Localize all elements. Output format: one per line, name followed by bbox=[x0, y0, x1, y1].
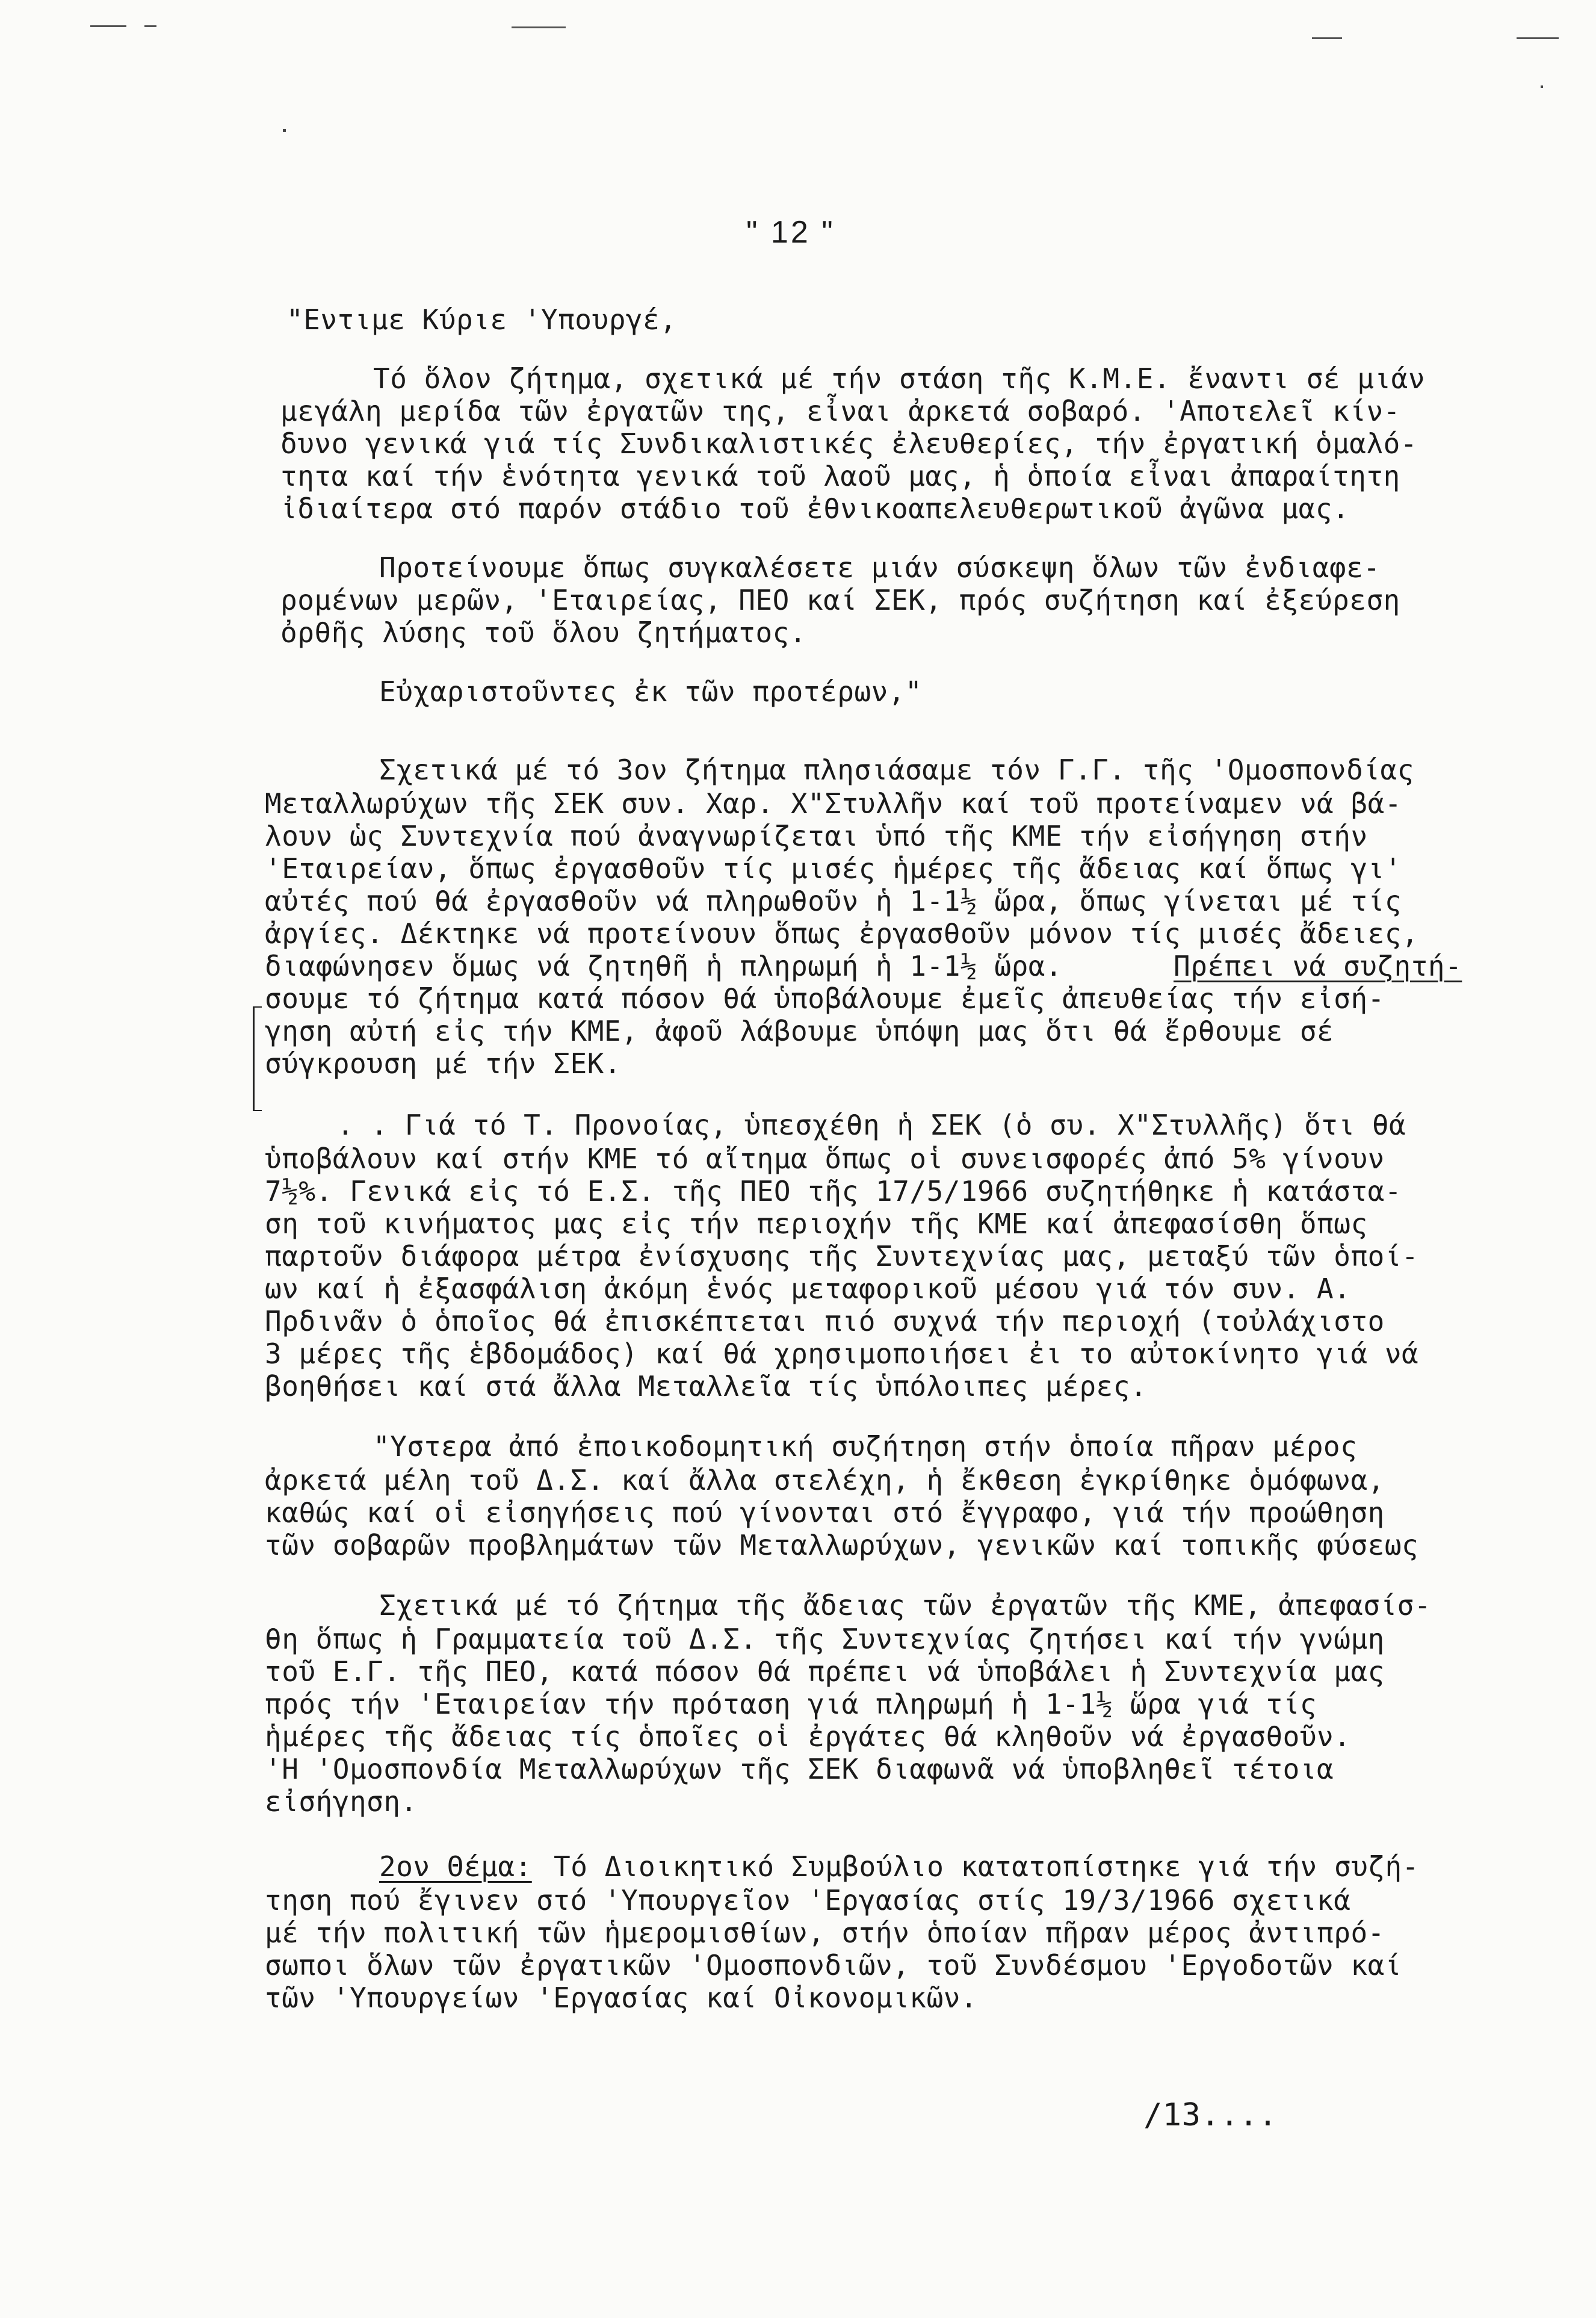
text-line: σουμε τό ζήτημα κατά πόσον θά ὑποβάλουμε ἐμεῖς ἀπευθείας τήν εἰσή- bbox=[265, 982, 1385, 1015]
margin-bracket bbox=[253, 1006, 262, 1111]
text-line: Μεταλλωρύχων τῆς ΣΕΚ συν. Χαρ. Χ"Στυλλῆν καί τοῦ προτείναμεν νά βά- bbox=[265, 787, 1402, 820]
text-line: 'Εταιρείαν, ὅπως ἐργασθοῦν τίς μισές ἡμέρες τῆς ἄδειας καί ὅπως γι' bbox=[265, 852, 1402, 885]
text-line: Σχετικά μέ τό ζήτημα τῆς ἄδειας τῶν ἐργατῶν τῆς ΚΜΕ, ἀπεφασίσ- bbox=[379, 1589, 1432, 1622]
text-line: λουν ὡς Συντεχνία πού ἀναγνωρίζεται ὑπό τῆς ΚΜΕ τήν εἰσήγηση στήν bbox=[265, 820, 1368, 852]
text-line: τοῦ Ε.Γ. τῆς ΠΕΟ, κατά πόσον θά πρέπει νά ὑποβάλει ἡ Συντεχνία μας bbox=[265, 1655, 1385, 1688]
text-line: ων καί ἡ ἐξασφάλιση ἀκόμη ἑνός μεταφορικοῦ μέσου γιά τόν συν. Α. bbox=[265, 1272, 1351, 1305]
text-line: 3 μέρες τῆς ἑβδομάδος) καί θά χρησιμοποιήσει ἐι το αὐτοκίνητο γιά νά bbox=[265, 1337, 1419, 1370]
text-line: δυνο γενικά γιά τίς Συνδικαλιστικές ἐλευθερίες, τήν ἐργατική ὁμαλό- bbox=[280, 427, 1418, 460]
text-line: τηση πού ἔγινεν στό 'Υπουργεῖον 'Εργασίας στίς 19/3/1966 σχετικά bbox=[265, 1884, 1351, 1917]
text-line: καθώς καί οἱ εἰσηγήσεις πού γίνονται στό ἔγγραφο, γιά τήν προώθηση bbox=[265, 1496, 1385, 1529]
text-line: σωποι ὅλων τῶν ἐργατικῶν 'Ομοσπονδιῶν, τοῦ Συνδέσμου 'Εργοδοτῶν καί bbox=[265, 1949, 1402, 1982]
text-line: ὀρθῆς λύσης τοῦ ὅλου ζητήματος. bbox=[280, 616, 807, 649]
scan-artifact bbox=[90, 25, 126, 27]
scan-artifact bbox=[1517, 37, 1559, 39]
scan-artifact bbox=[1312, 37, 1342, 39]
text-line: εἰσήγηση. bbox=[265, 1785, 418, 1818]
section-heading: 2ον Θέμα: bbox=[379, 1850, 532, 1883]
text-line: μεγάλη μερίδα τῶν ἐργατῶν της, εἶναι ἀρκετά σοβαρό. 'Αποτελεῖ κίν- bbox=[280, 395, 1400, 427]
text-line: ἰδιαίτερα στό παρόν στάδιο τοῦ ἐθνικοαπελευθερωτικοῦ ἀγῶνα μας. bbox=[280, 492, 1350, 525]
text-line: ὑποβάλουν καί στήν ΚΜΕ τό αἴτημα ὅπως οἱ συνεισφορές ἀπό 5% γίνουν bbox=[265, 1142, 1385, 1175]
text-line: θη ὅπως ἡ Γραμματεία τοῦ Δ.Σ. τῆς Συντεχνίας ζητήσει καί τήν γνώμη bbox=[265, 1623, 1385, 1655]
text-line: ση τοῦ κινήματος μας εἰς τήν περιοχήν τῆς ΚΜΕ καί ἀπεφασίσθη ὅπως bbox=[265, 1207, 1368, 1240]
text-line: παρτοῦν διάφορα μέτρα ἐνίσχυσης τῆς Συντεχνίας μας, μεταξύ τῶν ὁποί- bbox=[265, 1240, 1419, 1272]
text-line: Τό ὅλον ζήτημα, σχετικά μέ τήν στάση τῆς Κ.Μ.Ε. ἔναντι σέ μιάν bbox=[373, 362, 1426, 395]
text-line: Τό Διοικητικό Συμβούλιο κατατοπίστηκε γιά τήν συζή- bbox=[554, 1850, 1419, 1883]
text-line: διαφώνησεν ὅμως νά ζητηθῆ ἡ πληρωμή ἡ 1-1½ ὥρα. bbox=[265, 950, 1063, 982]
continuation-marker: /13.... bbox=[1143, 2097, 1278, 2133]
text-line: ἀργίες. Δέκτηκε νά προτείνουν ὅπως ἐργασθοῦν μόνον τίς μισές ἄδειες, bbox=[265, 917, 1419, 950]
closing-line: Εὐχαριστοῦντες ἐκ τῶν προτέρων," bbox=[379, 675, 923, 708]
text-line: βοηθήσει καί στά ἄλλα Μεταλλεῖα τίς ὑπόλοιπες μέρες. bbox=[265, 1370, 1148, 1402]
text-line: Πρδινᾶν ὁ ὁποῖος θά ἐπισκέπτεται πιό συχνά τήν περιοχή (τοὐλάχιστο bbox=[265, 1305, 1385, 1337]
text-line: τῶν σοβαρῶν προβλημάτων τῶν Μεταλλωρύχων, γενικῶν καί τοπικῆς φύσεως bbox=[265, 1529, 1419, 1561]
text-line: μέ τήν πολιτική τῶν ἡμερομισθίων, στήν ὁποίαν πῆραν μέρος ἀντιπρό- bbox=[265, 1917, 1385, 1949]
scan-artifact bbox=[144, 25, 156, 27]
scan-artifact bbox=[512, 26, 566, 28]
page-number: " 12 " bbox=[746, 215, 835, 250]
text-line: Σχετικά μέ τό 3ον ζήτημα πλησιάσαμε τόν Γ.Γ. τῆς 'Ομοσπονδίας bbox=[379, 754, 1414, 786]
text-line: 'Η 'Ομοσπονδία Μεταλλωρύχων τῆς ΣΕΚ διαφωνᾶ νά ὑποβληθεῖ τέτοια bbox=[265, 1753, 1334, 1785]
text-line: Προτείνουμε ὅπως συγκαλέσετε μιάν σύσκεψη ὅλων τῶν ἐνδιαφε- bbox=[379, 551, 1381, 584]
text-line: αὐτές πού θά ἐργασθοῦν νά πληρωθοῦν ἡ 1-1½ ὥρα, ὅπως γίνεται μέ τίς bbox=[265, 885, 1402, 917]
text-line: . . Γιά τό Τ. Προνοίας, ὑπεσχέθη ἡ ΣΕΚ (ὁ συ. Χ"Στυλλῆς) ὅτι θά bbox=[337, 1109, 1406, 1141]
text-line: ἡμέρες τῆς ἄδειας τίς ὁποῖες οἱ ἐργάτες θά κληθοῦν νά ἐργασθοῦν. bbox=[265, 1720, 1351, 1753]
scan-artifact bbox=[1541, 85, 1543, 88]
text-line: γηση αὐτή εἰς τήν ΚΜΕ, ἀφοῦ λάβουμε ὑπόψη μας ὅτι θά ἔρθουμε σέ bbox=[265, 1015, 1334, 1047]
text-line: 7½%. Γενικά εἰς τό Ε.Σ. τῆς ΠΕΟ τῆς 17/5/1966 συζητήθηκε ἡ κατάστα- bbox=[265, 1175, 1402, 1207]
text-line: σύγκρουση μέ τήν ΣΕΚ. bbox=[265, 1047, 622, 1080]
salutation: "Εντιμε Κύριε 'Υπουργέ, bbox=[286, 303, 677, 336]
text-line: "Υστερα ἀπό ἐποικοδομητική συζήτηση στήν ὁποία πῆραν μέρος bbox=[373, 1430, 1358, 1463]
text-line: τῶν 'Υπουργείων 'Εργασίας καί Οἰκονομικῶν. bbox=[265, 1982, 978, 2014]
text-line: ἀρκετά μέλη τοῦ Δ.Σ. καί ἄλλα στελέχη, ἡ ἔκθεση ἐγκρίθηκε ὁμόφωνα, bbox=[265, 1464, 1385, 1496]
text-line: πρός τήν 'Εταιρείαν τήν πρόταση γιά πληρωμή ἡ 1-1½ ὥρα γιά τίς bbox=[265, 1688, 1317, 1720]
text-line: τητα καί τήν ἑνότητα γενικά τοῦ λαοῦ μας, ἡ ὁποία εἶναι ἀπαραίτητη bbox=[280, 460, 1400, 492]
text-line: ρομένων μερῶν, 'Εταιρείας, ΠΕΟ καί ΣΕΚ, πρός συζήτηση καί ἐξεύρεση bbox=[280, 584, 1400, 616]
underlined-phrase: Πρέπει νά συζητή- bbox=[1174, 950, 1462, 982]
scan-artifact bbox=[283, 129, 286, 132]
